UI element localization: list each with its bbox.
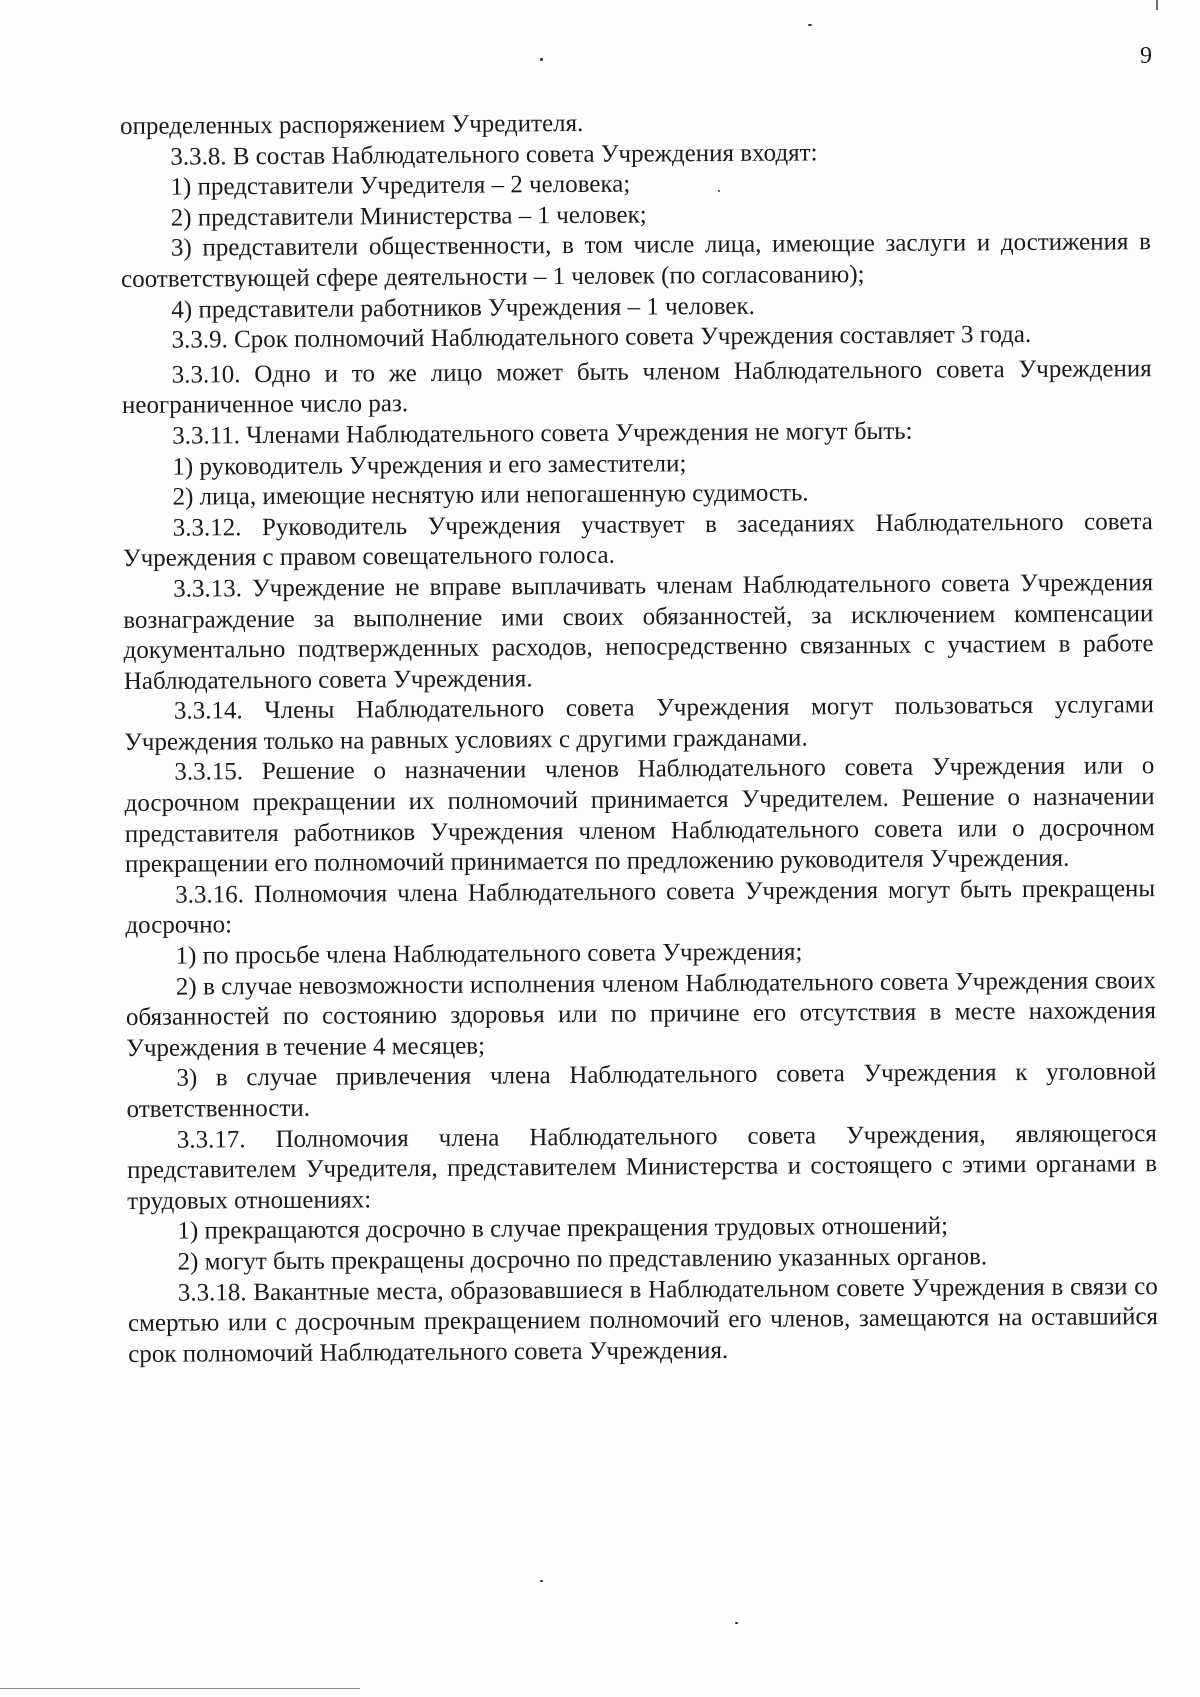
list-item: 1) руководитель Учреждения и его заместители; (172, 449, 687, 481)
scan-speck (808, 24, 812, 26)
scan-speck (540, 58, 543, 61)
paragraph: 3.3.13. Учреждение не вправе выплачивать членам Наблюдательного совета Учреждения вознаграждение за выполнение ими своих обязанностей, за исключением компенсации документально подтвержденных расходов, непосредственно связанных с участием в работе Наблюдательного совета Учреждения. (123, 569, 1154, 695)
paragraph: 3.3.14. Члены Наблюдательного совета Учреждения могут пользоваться услугами Учреждения только на равных условиях с другими гражданами. (124, 691, 1155, 756)
paragraph: 3.3.12. Руководитель Учреждения участвует в заседаниях Наблюдательного совета Учреждения с правом совещательного голоса. (122, 507, 1153, 573)
paragraph: 3.3.9. Срок полномочий Наблюдательного совета Учреждения составляет 3 года. (171, 321, 1032, 354)
document-body (120, 105, 1158, 1370)
paragraph: 3.3.11. Членами Наблюдательного совета Учреждения не могут быть: (172, 417, 913, 450)
paragraph: 3.3.16. Полномочия члена Наблюдательного совета Учреждения могут быть прекращены досрочно: (125, 874, 1156, 940)
scan-edge-mark (1156, 0, 1158, 10)
list-item: 2) представители Министерства – 1 человек; (170, 201, 647, 232)
list-item: 3) представители общественности, в том числе лица, имеющие заслуги и достижения в соответствующей сфере деятельности – 1 человек (по согласованию); (121, 228, 1151, 293)
list-item: 3) в случае привлечения члена Наблюдательного совета Учреждения к уголовной ответственности. (126, 1058, 1157, 1123)
scan-speck (718, 190, 720, 192)
list-item: 1) прекращаются досрочно в случае прекращения трудовых отношений; (177, 1212, 949, 1246)
paragraph: 3.3.15. Решение о назначении членов Наблюдательного совета Учреждения или о досрочном прекращении их полномочий принимается Учредителем. Решение о назначении представителя работников Учреждения членом Наблюдательного совета или о досрочном прекращении его полномочий принимается по предложению руководителя Учреждения. (124, 752, 1155, 879)
scan-speck (540, 1580, 543, 1582)
list-item: 1) по просьбе члена Наблюдательного совета Учреждения; (175, 938, 803, 970)
scan-speck (735, 1622, 738, 1624)
list-item: 1) представители Учредителя – 2 человека; (170, 170, 631, 201)
list-item: 2) могут быть прекращены досрочно по представлению указанных органов. (177, 1243, 988, 1276)
page-number: 9 (1140, 43, 1152, 69)
list-item: 2) лица, имеющие неснятую или непогашенную судимость. (172, 479, 809, 511)
scan-bottom-line (0, 1688, 360, 1689)
list-item: 2) в случае невозможности исполнения членом Наблюдательного совета Учреждения своих обязанностей по состоянию здоровья или по причине его отсутствия в месте нахождения Учреждения в течение 4 месяцев; (125, 966, 1157, 1062)
paragraph: 3.3.8. В состав Наблюдательного совета Учреждения входят: (170, 138, 818, 171)
paragraph: 3.3.17. Полномочия члена Наблюдательного совета Учреждения, являющегося представителем Учредителя, представителем Министерства и состоящего с этими органами в трудовых отношениях: (126, 1119, 1158, 1215)
paragraph: 3.3.10. Одно и то же лицо может быть членом Наблюдательного совета Учреждения неограниченное число раз. (121, 354, 1152, 420)
paragraph: 3.3.18. Вакантные места, образовавшиеся в Наблюдательном совете Учреждения в связи со смертью или с досрочным прекращением полномочий его членов, замещаются на оставшийся срок полномочий Наблюдательного совета Учреждения. (127, 1272, 1159, 1368)
paragraph: определенных распоряжением Учредителя. (120, 109, 584, 140)
list-item: 4) представители работников Учреждения – 1 человек. (171, 292, 755, 324)
